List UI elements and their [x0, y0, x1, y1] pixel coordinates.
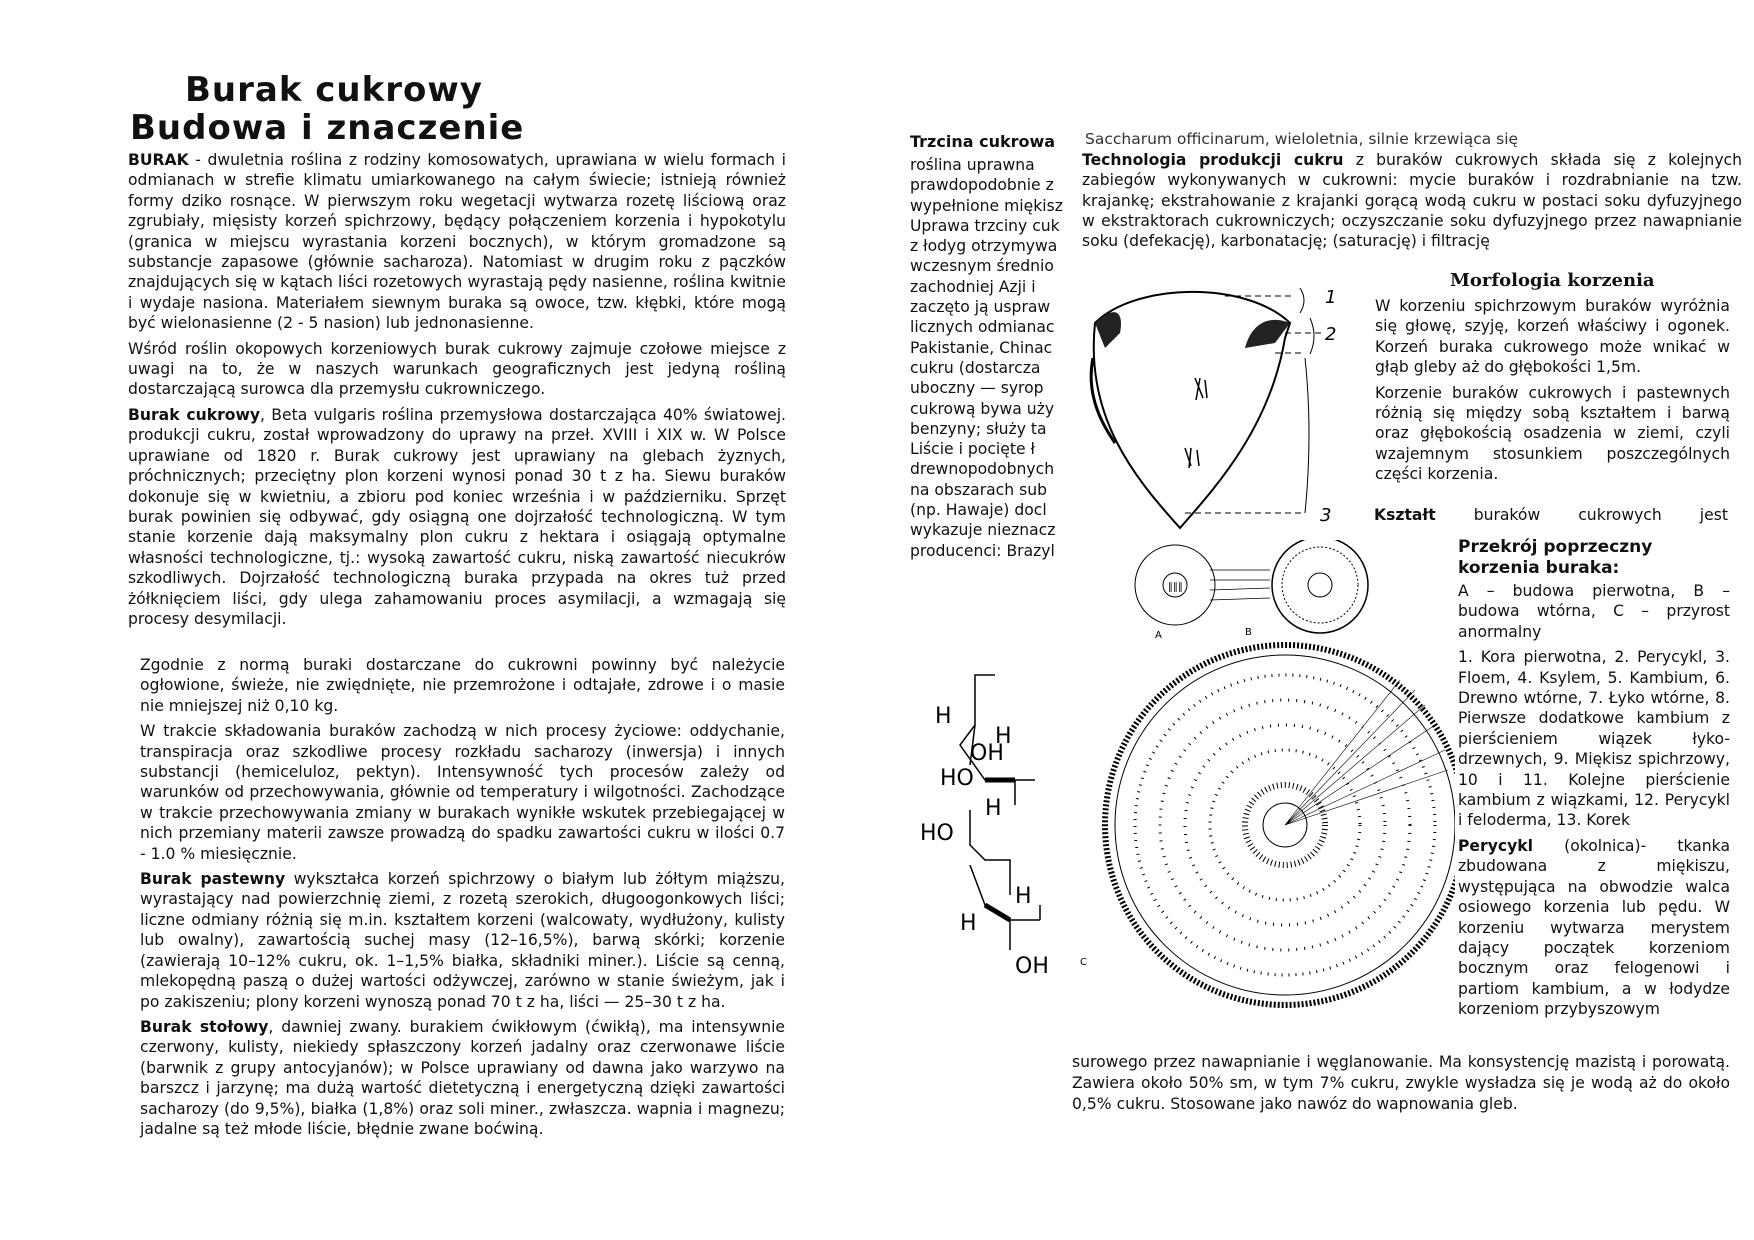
trzcina-column — [910, 155, 1066, 565]
przekroj-text — [1458, 581, 1730, 1020]
title-line-1: Burak cukrowy — [185, 70, 483, 110]
root-label-3: 3 — [1320, 505, 1332, 526]
title-line-2: Budowa i znaczenie — [130, 108, 525, 148]
bond — [975, 675, 995, 725]
trzcina-line: z łodyg otrzymywa — [910, 237, 1058, 256]
ring-2-bold-edge — [985, 905, 1010, 920]
left-column-bottom — [140, 655, 785, 1139]
technologia-paragraph — [1082, 150, 1742, 251]
beet-root-illustration — [1075, 278, 1365, 538]
przekroj-p2: 1. Kora pierwotna, 2. Perycykl, 3. Floem, 4. Ksylem, 5. Kambium, 6. Drewno wtórne, 7. Łyko wtórne, 8. Pierwsze dodatkowe kambium z pierścieniem wiązek łyko-drzewnych, 9. Miękisz spichrzowy, 10 i 11. Kolejne pierścienie kambium z wiązkami, 12. Perycykl i feloderma, 13. Korek — [1458, 648, 1730, 830]
term-burak-cukrowy: Burak cukrowy — [128, 405, 261, 424]
ksztalt-word: cukrowych — [1578, 506, 1662, 524]
paragraph-text: - dwuletnia roślina z rodziny komosowatych, uprawiana w wielu formach i odmianach w strefie klimatu umiarkowanego na całym świecie; istnieją również formy dziko rosnące. W pierwszym roku wegetacji wytwarza rozetę liściową oraz zgrubiały, mięsisty korzeń spichrzowy, będący połączeniem korzenia i hypokotylu (granica w miejscu wyrastania korzeni bocznych), w którym gromadzone są substancje zapasowe (głównie sacharoza). Natomiast w drugim roku z pączków znajdujących się w kątach liści rozetowych wyrastają pędy nasienne, roślina kwitnie i wydaje nasiona. Materiałem siewnym buraka są owoce, tzw. kłębki, które mogą być wielonasienne (2 - 5 nasion) lub jednonasienne. — [128, 151, 786, 333]
trzcina-line: roślina uprawna — [910, 156, 1035, 174]
przekroj-heading: Przekrój poprzeczny korzenia buraka: — [1458, 537, 1653, 578]
root-label-1: 1 — [1325, 287, 1337, 308]
trzcina-line: uboczny — syrop — [910, 379, 1044, 398]
chem-H4: H — [1015, 884, 1032, 909]
trzcina-line: wypełnione miękisz — [910, 196, 1063, 215]
trzcina-line: benzyny; służy ta — [910, 419, 1047, 438]
paragraph-text: wykształca korzeń spichrzowy o białym lub żółtym miąższu, wyrastający nad powierzchnię ziemi, z rozetą szerokich, długoogonkowych liści; liczne odmiany różnią się m.in. kształtem korzeni (walcowaty, wydłużony, kulisty lub owalny), zawartością suchej masy (12–16,5%), barwą skórki; korzenie (zawierają 10–12% cukru, ok. 1–1,5% białka, składniki miner.). Liście są cenną, mlekopędną paszą o dużej wartości odżywczej, zarówno w stanie świeżym, jak i po zakiszeniu; plony korzeni wynoszą ponad 70 t z ha, liści — 25–30 t z ha. — [140, 870, 786, 1011]
chem-H1: H — [935, 704, 952, 729]
chem-HO1: HO — [940, 766, 974, 791]
section-b-outer — [1272, 540, 1368, 633]
section-a-core: ∥∥∥ — [1168, 582, 1183, 593]
paragraph-burak-stolowy — [140, 1017, 785, 1139]
trzcina-line: cukrową bywa uży — [910, 399, 1055, 418]
trzcina-line: wykazuje nieznacz — [910, 521, 1056, 540]
root-label-2: 2 — [1325, 324, 1337, 345]
trzcina-line: prawdopodobnie z — [910, 176, 1054, 195]
trzcina-line: wczesnym średnio — [910, 257, 1054, 276]
bottom-paragraph: surowego przez nawapnianie i węglanowanie. Ma konsystencję mazistą i porowatą. Zawiera około 50% sm, w tym 7% cukru, zwykle wysładza się je wodą aż do około 0,5% cukru. Stosowane jako nawóz do wapnowania gleb. — [1072, 1053, 1730, 1113]
chem-OH1: OH — [970, 741, 1004, 766]
term-perycykl: Perycykl — [1458, 836, 1533, 855]
paragraph-text: , Beta vulgaris roślina przemysłowa dostarczająca 40% światowej. produkcji cukru, został wprowadzony do uprawy na przeł. XVIII i XIX w. W Polsce uprawiane od 1820 r. Burak cukrowy jest uprawiany na glebach żyznych, próchnicznych; przeciętny plon korzeni wynosi ponad 30 t z ha. Siewu buraków dokonuje się w kwietniu, a zbioru pod koniec września i w październiku. Sprzęt burak powinien się odbywać, gdy osiągną one dojrzałość technologiczną. W tym stanie korzenie dają maksymalny plon cukru z hektara i osiągają optymalne własności technologiczne, tj.: wysoką zawartość cukru, niską zawartość niecukrów szkodliwych. Dojrzałość technologiczną buraka przypada na okres tuż przed żółknięciem liści, gdy ulega zahamowaniu proces asymilacji, a wzmagają się procesy desymilacji. — [128, 405, 786, 628]
paragraph-skladowanie: W trakcie składowania buraków zachodzą w nich procesy życiowe: oddychanie, transpiracja oraz szkodliwe procesy rozkładu sacharozy (inwersja) i innych substancji (hemiceluloz, pektyn). Intensywność tych procesów zależy od warunków od przechowywania, głównie od temperatury i wilgotności. Zachodzące w trakcie przechowywania zmiany w burakach wynikłe wskutek przebiegającej w nich przemiany materii zawsze prowadzą do spadku zawartości cukru w ilości 0.7 - 1.0 % miesięcznie. — [140, 722, 785, 863]
trzcina-line: drewnopodobnych — [910, 460, 1055, 479]
trzcina-line: zachodniej Azji i — [910, 277, 1036, 296]
paragraph-burak-cukrowy — [128, 405, 786, 629]
left-column-top — [128, 150, 786, 629]
morfologia-p1: W korzeniu spichrzowym buraków wyróżnia się głowę, szyję, korzeń właściwy i ogonek. Korzeń buraka cukrowego może wnikać w głąb gleby aż do głębokości 1,5m. — [1375, 297, 1730, 377]
paragraph-text: , dawniej zwany. burakiem ćwikłowym (ćwikłą), ma intensywnie czerwony, kulisty, niekiedy spłaszczony korzeń jadalny oraz czerwonawe liście (barwnik z grupy antocyjanów); w Polsce uprawiany od dawna jako warzywo na barszcz i jarzynę; ma dużą wartość dietetyczną i energetyczną dzięki zawartości sacharozy (do 9,5%), białka (1,8%) oraz soli miner., zwłaszcza. wapnia i magnezu; jadalne są też młode liście, błędnie zwane boćwiną. — [140, 1017, 785, 1138]
chem-HO2: HO — [920, 821, 954, 846]
morfologia-p2: Korzenie buraków cukrowych i pastewnych różnią się między sobą kształtem i barwą oraz głębokością osadzenia w ziemi, czyli wzajemnym stosunkiem poszczególnych części korzenia. — [1375, 383, 1730, 484]
label-C: C — [1080, 957, 1087, 968]
paragraph-burak-pastewny — [140, 869, 785, 1012]
ksztalt-word: buraków — [1473, 506, 1541, 524]
label-B: B — [1245, 627, 1252, 638]
trzcina-line: Liście i pocięte ł — [910, 440, 1035, 459]
trzcina-line: na obszarach sub — [910, 480, 1047, 499]
chem-OH2: OH — [1015, 954, 1049, 979]
perycykl-paragraph — [1458, 836, 1730, 1020]
chem-H3: H — [985, 796, 1002, 821]
term-ksztalt: Kształt — [1374, 506, 1436, 524]
cross-section-illustration — [1070, 540, 1455, 1045]
paragraph-text: (okolnica)- tkanka zbudowana z miękiszu, występująca na obwodzie walca osiowego korzenia lub pędu. W korzeniu wytwarza merystem dający początek korzeniom bocznym oraz felogenowi i partiom kambium, a w łodydze korzeniom przybyszowym — [1458, 836, 1730, 1019]
sucrose-structure — [915, 665, 1075, 985]
term-technologia: Technologia produkcji cukru — [1082, 151, 1344, 169]
term-burak-pastewny: Burak pastewny — [140, 870, 286, 889]
morfologia-text — [1375, 296, 1730, 485]
trzcina-line: (np. Hawaje) docl — [910, 501, 1047, 520]
label-pointer-lines — [1285, 680, 1448, 825]
trzcina-top-fragment: Saccharum officinarum, wieloletnia, silnie krzewiąca się — [1085, 130, 1519, 148]
paragraph-okopowe: Wśród roślin okopowych korzeniowych burak cukrowy zajmuje czołowe miejsce z uwagi na to, że w naszych warunkach geograficznych jest jedyną rośliną dostarczającą surowca dla przemysłu cukrowniczego. — [128, 339, 786, 399]
trzcina-line: cukru (dostarcza — [910, 358, 1041, 377]
ksztalt-line — [1374, 506, 1728, 524]
section-c-cork — [1105, 645, 1455, 1005]
trzcina-line: producenci: Brazyl — [910, 541, 1055, 560]
term-burak: BURAK — [128, 151, 189, 169]
trzcina-line: Uprawa trzciny cuk — [910, 216, 1060, 235]
connector-lines — [1210, 570, 1270, 600]
term-burak-stolowy: Burak stołowy — [140, 1017, 269, 1036]
ksztalt-word: jest — [1699, 506, 1728, 524]
trzcina-line: licznych odmianac — [910, 318, 1055, 337]
morfologia-heading: Morfologia korzenia — [1450, 270, 1655, 291]
paragraph-burak — [128, 150, 786, 334]
brackets — [1300, 288, 1314, 513]
section-b-core — [1308, 573, 1332, 597]
paragraph-norma: Zgodnie z normą buraki dostarczane do cukrowni powinny być należycie ogłowione, świeże, nie zwiędnięte, nie przemrożone i odtajałe, zdrowe i o masie nie mniejszej niż 0,10 kg. — [140, 656, 785, 715]
trzcina-line: Pakistanie, Chinac — [910, 338, 1053, 357]
ring-2-subs — [1010, 905, 1040, 950]
trzcina-heading: Trzcina cukrowa — [910, 132, 1056, 151]
label-A: A — [1155, 630, 1162, 641]
section-b-ring — [1282, 547, 1358, 623]
chem-H2: H — [995, 724, 1012, 749]
przekroj-p1: A – budowa pierwotna, B – budowa wtórna, C – przyrost anormalny — [1458, 582, 1730, 641]
trzcina-line: zaczęto ją uspraw — [910, 298, 1051, 317]
chem-H5: H — [960, 911, 977, 936]
paragraph-text: z buraków cukrowych składa się z kolejnych zabiegów wykonywanych w cukrowni: mycie buraków i rozdrabnianie na tzw. krajankę; ekstrahowanie z krajanki gorącą wodą cukru w postaci soku dyfuzyjnego w ekstraktorach cukrowniczych; oczyszczanie soku dyfuzyjnego przez nawapnianie soku (defekację), karbonatację; (saturację) i filtrację — [1082, 151, 1743, 251]
